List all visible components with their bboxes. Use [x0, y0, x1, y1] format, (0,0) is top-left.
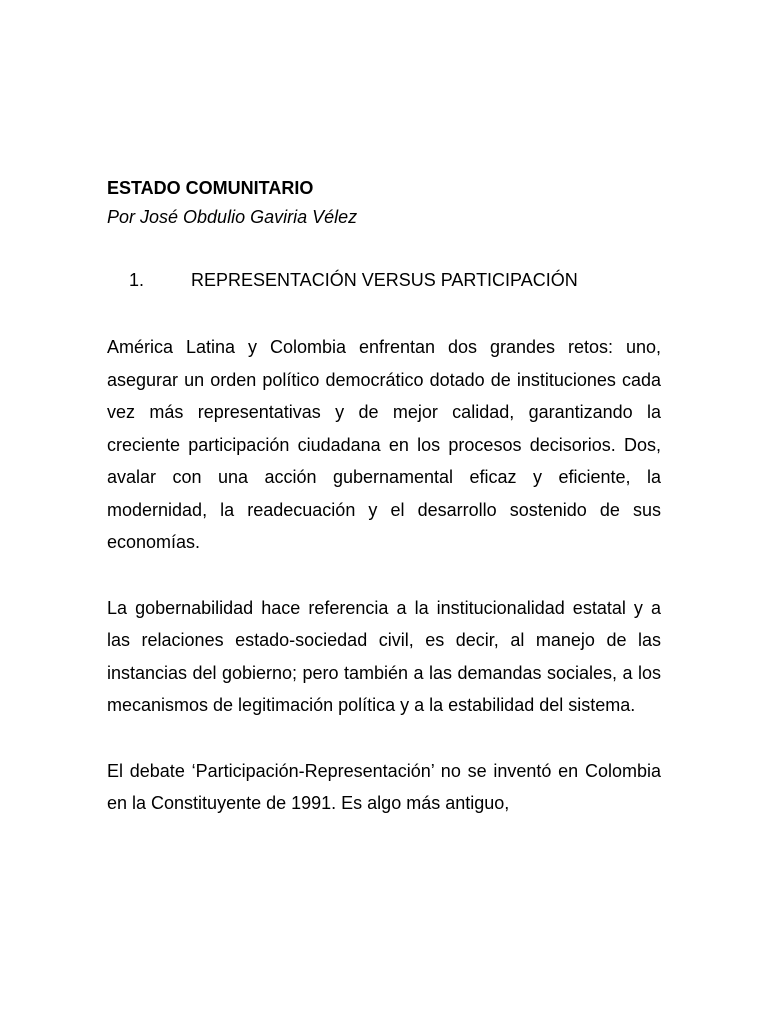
paragraph-2: La gobernabilidad hace referencia a la institucionalidad estatal y a las relaciones estado-sociedad civil, es decir, al manejo de las instancias del gobierno; pero también a las demandas sociales, a los mecanismos de legitimación política y a la estabilidad del sistema.	[107, 597, 661, 715]
paragraph-1: América Latina y Colombia enfrentan dos grandes retos: uno, asegurar un orden político democrático dotado de instituciones cada vez más representativas y de mejor calidad, garantizando la creciente participación ciudadana en los procesos decisorios. Dos, avalar con una acción gubernamental eficaz y eficiente, la modernidad, la readecuación y el desarrollo sostenido de sus economías.	[107, 337, 661, 552]
document-author: Por José Obdulio Gaviria Vélez	[107, 207, 358, 227]
document-title: ESTADO COMUNITARIO	[107, 178, 314, 198]
document-page	[107, 176, 661, 820]
section-title: REPRESENTACIÓN VERSUS PARTICIPACIÓN	[191, 270, 578, 290]
section-number: 1.	[129, 270, 145, 290]
section-heading	[107, 268, 661, 292]
paragraph-3: El debate ‘Participación-Representación’ no se inventó en Colombia en la Constituyente de 1991. Es algo más antiguo,	[107, 760, 661, 813]
